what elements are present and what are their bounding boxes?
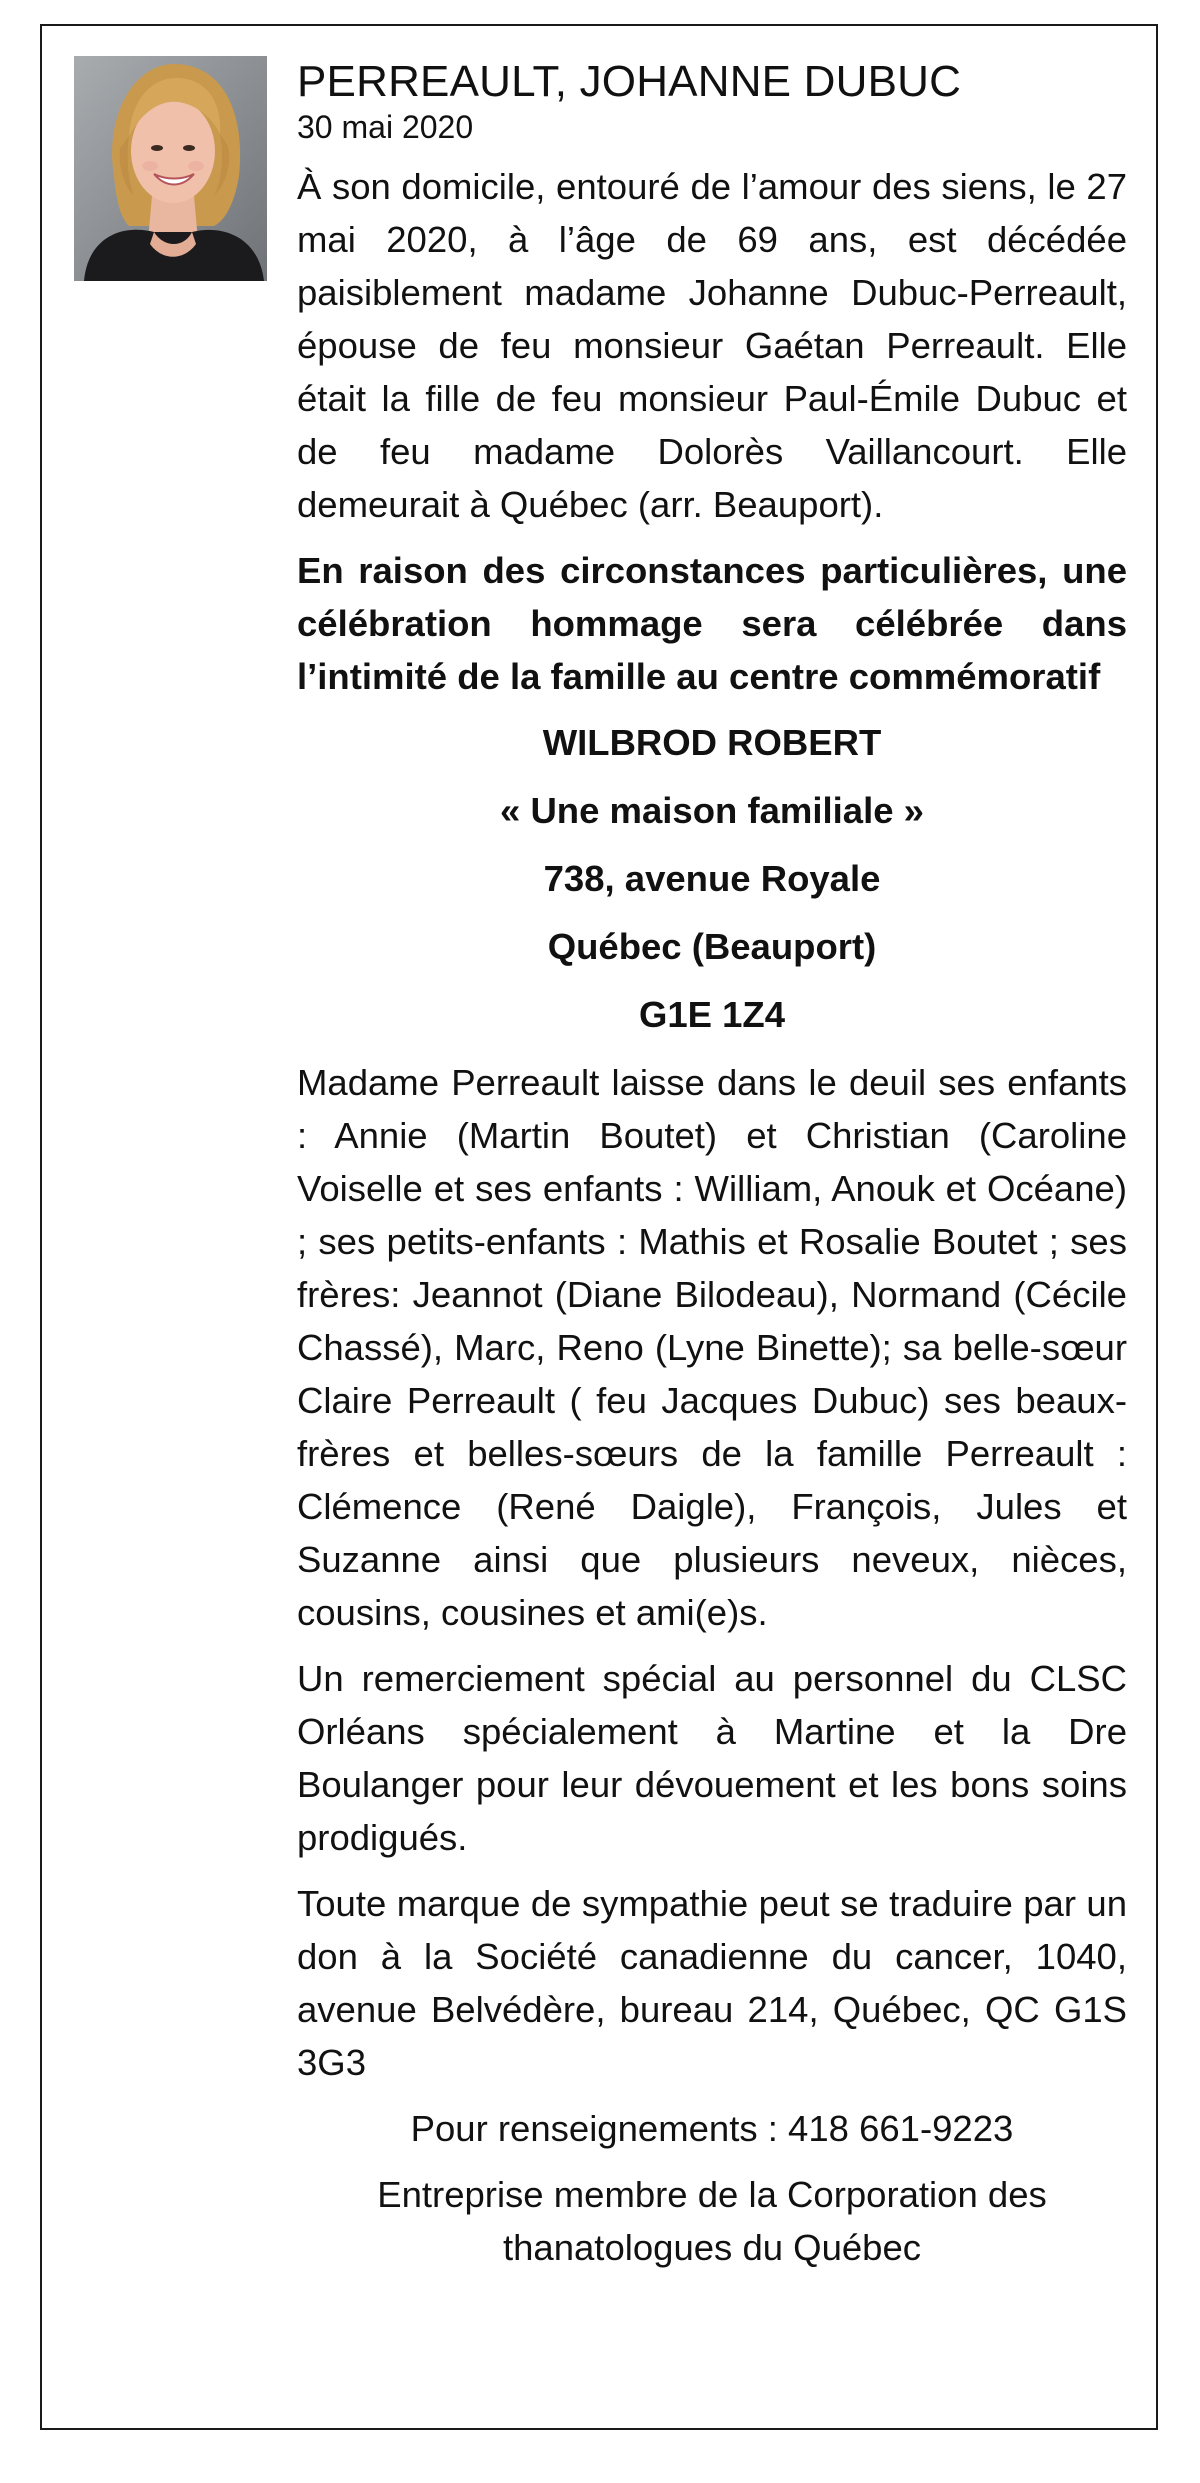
- venue-street: 738, avenue Royale: [543, 858, 881, 899]
- obituary-content: [297, 56, 1127, 2274]
- portrait-image: [74, 56, 267, 281]
- membership-note: Entreprise membre de la Corporation des thanatologues du Québec: [377, 2174, 1047, 2268]
- venue-postal-code: G1E 1Z4: [638, 994, 786, 1035]
- publication-date: 30 mai 2020: [297, 109, 474, 145]
- obituary-frame: [40, 24, 1158, 2430]
- info-phone: Pour renseignements : 418 661-9223: [410, 2108, 1014, 2149]
- venue-name: WILBROD ROBERT: [542, 722, 882, 763]
- venue-tagline: « Une maison familiale »: [500, 790, 924, 831]
- donation-paragraph: Toute marque de sympathie peut se traduire par un don à la Société canadienne du cancer, 1040, avenue Belvédère, bureau 214, Québec, QC G1S 3G3: [297, 1883, 1127, 2083]
- intro-paragraph: À son domicile, entouré de l’amour des siens, le 27 mai 2020, à l’âge de 69 ans, est décédée paisiblement madame Johanne Dubuc-Perreault, épouse de feu monsieur Gaétan Perreault. Elle était la fille de feu monsieur Paul-Émile Dubuc et de feu madame Dolorès Vaillancourt. Elle demeurait à Québec (arr. Beauport).: [297, 166, 1127, 525]
- portrait-photo: [74, 56, 267, 281]
- thanks-paragraph: Un remerciement spécial au personnel du CLSC Orléans spécialement à Martine et la Dre Boulanger pour leur dévouement et les bons soins prodigués.: [297, 1658, 1127, 1858]
- venue-city: Québec (Beauport): [547, 926, 877, 967]
- family-paragraph: Madame Perreault laisse dans le deuil ses enfants : Annie (Martin Boutet) et Christian (Caroline Voiselle et ses enfants : William, Anouk et Océane) ; ses petits-enfants : Mathis et Rosalie Boutet ; ses frères: Jeannot (Diane Bilodeau), Normand (Cécile Chassé), Marc, Reno (Lyne Binette); sa belle-sœur Claire Perreault ( feu Jacques Dubuc) ses beaux-frères et belles-sœurs de la famille Perreault : Clémence (René Daigle), François, Jules et Suzanne ainsi que plusieurs neveux, nièces, cousins, cousines et ami(e)s.: [297, 1062, 1127, 1633]
- deceased-name: PERREAULT, JOHANNE DUBUC: [297, 57, 962, 106]
- ceremony-paragraph: En raison des circonstances particulières, une célébration hommage sera célébrée dans l’intimité de la famille au centre commémoratif: [297, 550, 1127, 697]
